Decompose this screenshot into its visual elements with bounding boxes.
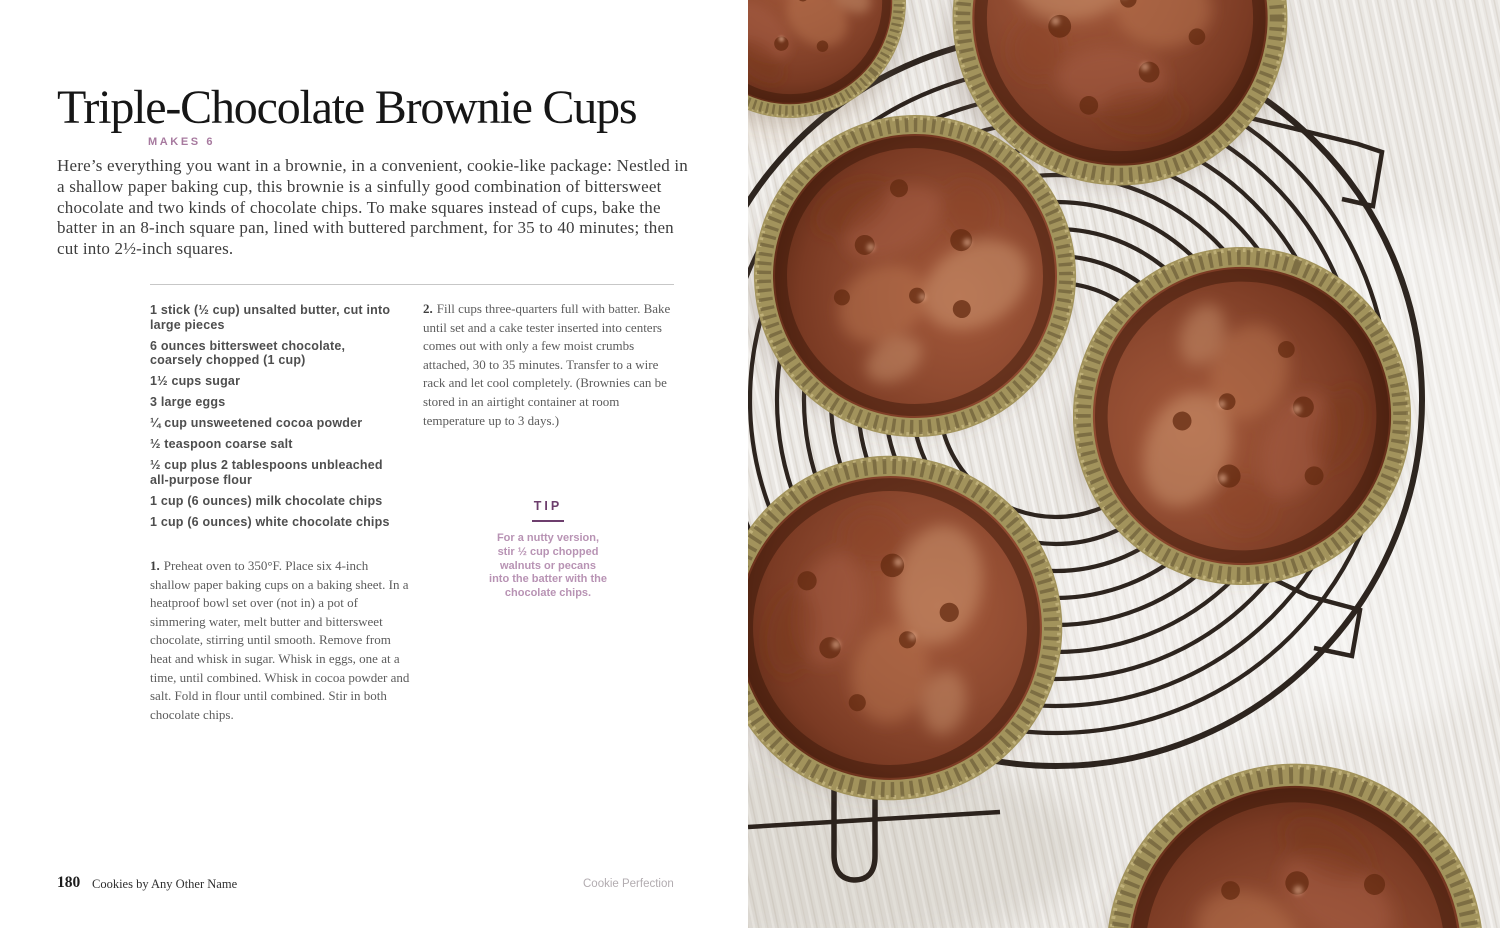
- ingredient-item: 1½ cups sugar: [150, 374, 241, 388]
- tip-box: [468, 499, 628, 601]
- page-title: Triple-Chocolate Brownie Cups: [57, 81, 637, 134]
- divider-rule: [150, 284, 674, 285]
- ingredient-item: ½ cup plus 2 tablespoons unbleached all-purpose flour: [150, 458, 383, 487]
- page-number: 180: [57, 874, 81, 891]
- ingredient-item: 6 ounces bittersweet chocolate, coarsely chopped (1 cup): [150, 338, 346, 367]
- tip-rule: [532, 520, 564, 522]
- tip-text: For a nutty version, stir ½ cup chopped walnuts or pecans into the batter with the chocolate chips.: [489, 532, 607, 600]
- recipe-step-2: [423, 300, 681, 430]
- ingredient-item: 1 cup (6 ounces) milk chocolate chips: [150, 493, 383, 508]
- ingredient-item: 1 cup (6 ounces) white chocolate chips: [150, 514, 390, 529]
- ingredient-item: 3 large eggs: [150, 395, 226, 409]
- step-text: Fill cups three-quarters full with batter. Bake until set and a cake tester inserted into centers comes out with only a few moist crumbs attached, 30 to 35 minutes. Transfer to a wire rack and let cool completely. (Brownies can be stored in an airtight container at room temperature up to 3 days.): [423, 301, 671, 428]
- step-number: 1.: [150, 558, 160, 573]
- recipe-step-1: [150, 557, 410, 724]
- ingredient-item: 1 stick (½ cup) unsalted butter, cut into large pieces: [150, 303, 391, 332]
- ingredient-list: [150, 303, 400, 536]
- yield-label: MAKES 6: [148, 136, 216, 148]
- footer-book-title: Cookie Perfection: [583, 878, 674, 890]
- ingredient-item: ½ teaspoon coarse salt: [150, 437, 293, 451]
- footer-section-name: Cookies by Any Other Name: [92, 877, 238, 891]
- photo-brownie-cups: [748, 0, 1500, 928]
- recipe-intro: Here’s everything you want in a brownie, in a convenient, cookie-like package: Nestled in a shallow paper baking cup, this brownie is a sinfully good combination of bittersweet chocolate and two kinds of chocolate chips. To make squares instead of cups, bake the batter in an 8-inch square pan, lined with buttered parchment, for 35 to 40 minutes; then cut into 2½-inch squares.: [57, 156, 689, 259]
- step-number: 2.: [423, 301, 433, 316]
- tip-label: TIP: [533, 499, 563, 513]
- step-text: Preheat oven to 350°F. Place six 4-inch shallow paper baking cups on a baking sheet. In a heatproof bowl set over (not in) a pot of simmering water, melt butter and bittersweet chocolate, stirring until smooth. Remove from heat and whisk in sugar. Whisk in eggs, one at a time, until combined. Whisk in cocoa powder and salt. Fold in flour until combined. Stir in both chocolate chips.: [150, 558, 410, 722]
- ingredient-item: ¼ cup unsweetened cocoa powder: [150, 416, 363, 430]
